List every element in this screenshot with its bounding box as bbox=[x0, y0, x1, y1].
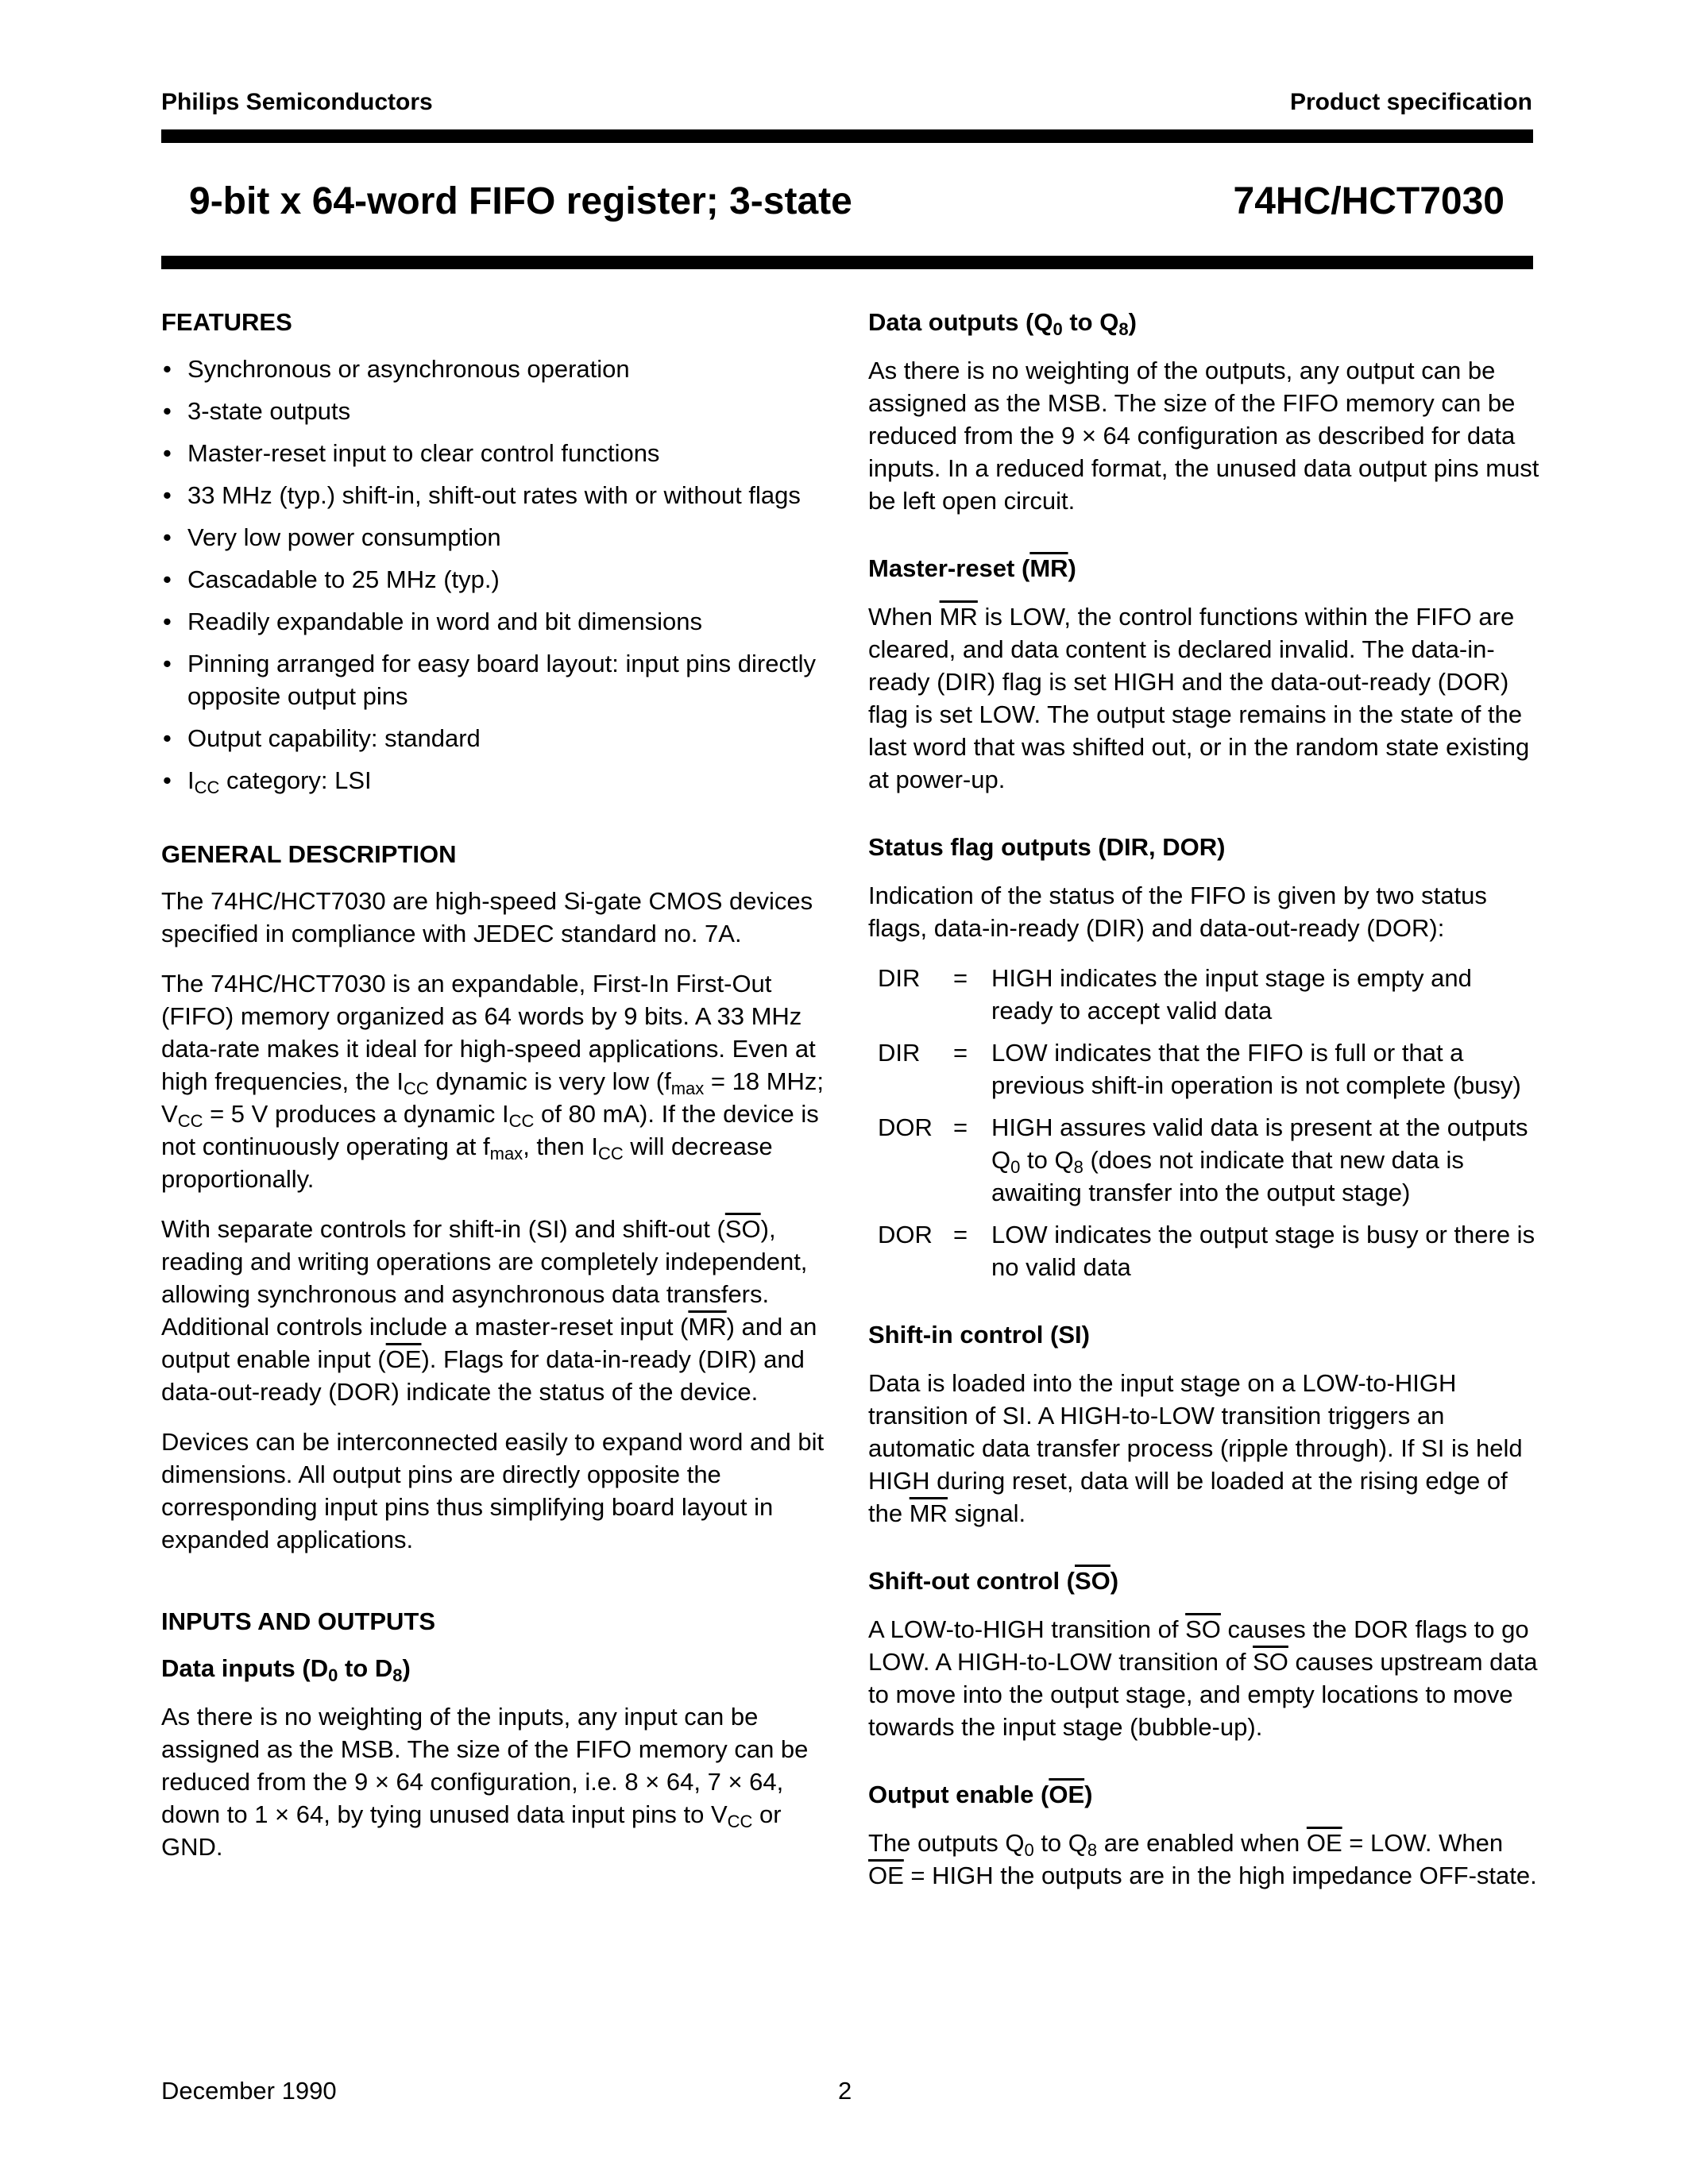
status-flags-heading: Status flag outputs (DIR, DOR) bbox=[868, 833, 1226, 861]
feature-item: • Output capability: standard bbox=[163, 724, 481, 752]
features-heading: FEATURES bbox=[161, 308, 292, 336]
general-paragraph-3: With separate controls for shift-in (SI) and shift-out $(\overline{SO})$, reading and writing operations are completely independent, allowing synchronous and asynchronous data transfers. Additional controls include a master-reset input $(\overline{MR})$ and an output enable input $(\overline{OE})$. Flags for data-in-ready (DIR) and data-out-ready (DOR) indicate the status of the device. bbox=[161, 1215, 817, 1406]
output-enable-heading: Output enable $(\overline{OE})$ bbox=[868, 1781, 1093, 1808]
general-description-heading: GENERAL DESCRIPTION bbox=[161, 840, 457, 868]
master-reset-heading: Master-reset $(\overline{MR})$ bbox=[868, 554, 1076, 582]
general-paragraph-2: The 74HC/HCT7030 is an expandable, First-In First-Out (FIFO) memory organized as 64 words by 9 bits. A 33 MHz data-rate makes it ideal for high-speed applications. Even at high frequencies, the $I_{CC}$ dynamic is very low ($f_{max} = 18$ MHz; $V_{CC} = 5$ V produces a dynamic $I_{CC}$ of 80 mA). If the device is not continuously operating at $f_{max}$, then $I_{CC}$ will decrease proportionally. bbox=[161, 970, 825, 1193]
feature-item: • Synchronous or asynchronous operation bbox=[163, 355, 630, 383]
general-paragraph-1: The 74HC/HCT7030 are high-speed Si-gate CMOS devices specified in compliance with JEDEC standard no. 7A. bbox=[161, 887, 813, 947]
general-paragraph-4: Devices can be interconnected easily to expand word and bit dimensions. All output pins are directly opposite the corresponding input pins thus simplifying board layout in expanded applications. bbox=[161, 1428, 825, 1553]
shift-out-text: A LOW-to-HIGH transition of $\overline{SO}$ causes the DOR flags to go LOW. A HIGH-to-LOW transition of $\overline{SO}$ causes upstream data to move into the output stage, and empty locations to move towards the input stage (bubble-up). bbox=[868, 1615, 1538, 1741]
feature-item: • $I_{CC}$ category: LSI bbox=[163, 766, 372, 797]
output-enable-text: The outputs $Q_0$ to $Q_8$ are enabled when $\overline{OE}$ = LOW. When $\overline{OE}$ = HIGH the outputs are in the high impedance OFF-state. bbox=[868, 1829, 1537, 1889]
feature-item: • 3-state outputs bbox=[163, 397, 351, 425]
status-flag-row: DIR = HIGH indicates the input stage is empty and ready to accept valid data bbox=[878, 964, 1472, 1024]
status-flag-row: DOR = HIGH assures valid data is present at the outputs $Q_0$ to $Q_8$ (does not indicate that new data is awaiting transfer into the output stage) bbox=[878, 1113, 1528, 1206]
header-doc-type: Product specification bbox=[1289, 89, 1532, 115]
features-list bbox=[161, 353, 836, 797]
feature-item: • Pinning arranged for easy board layout: input pins directly opposite output pins bbox=[163, 650, 816, 710]
status-flags-text: Indication of the status of the FIFO is given by two status flags, data-in-ready (DIR) and data-out-ready (DOR): bbox=[868, 882, 1487, 942]
status-flags-table bbox=[868, 962, 1539, 1283]
master-reset-text: When $\overline{MR}$ is LOW, the control functions within the FIFO are cleared, and data content is declared invalid. The data-in-ready (DIR) flag is set HIGH and the data-out-ready (DOR) flag is set LOW. The output stage remains in the state of the last word that was shifted out, or in the random state existing at power-up. bbox=[868, 603, 1530, 793]
feature-item: • Cascadable to 25 MHz (typ.) bbox=[163, 565, 500, 593]
shift-out-heading: Shift-out control $(\overline{SO})$ bbox=[868, 1567, 1119, 1595]
title-rule bbox=[161, 256, 1533, 269]
data-outputs-text: As there is no weighting of the outputs, any output can be assigned as the MSB. The size of the FIFO memory can be reduced from the 9 × 64 configuration as described for data inputs. In a reduced format, the unused data output pins must be left open circuit. bbox=[868, 357, 1539, 515]
inputs-outputs-heading: INPUTS AND OUTPUTS bbox=[161, 1607, 436, 1635]
left-column bbox=[161, 306, 836, 1881]
footer-date: December 1990 bbox=[161, 2077, 337, 2105]
feature-item: • Readily expandable in word and bit dimensions bbox=[163, 608, 702, 635]
status-flag-row: DIR = LOW indicates that the FIFO is full or that a previous shift-in operation is not complete (busy) bbox=[878, 1039, 1521, 1099]
status-flag-row: DOR = LOW indicates the output stage is busy or there is no valid data bbox=[878, 1221, 1535, 1281]
data-outputs-heading: Data outputs ($Q_0$ to $Q_8$) bbox=[868, 308, 1137, 339]
shift-in-text: Data is loaded into the input stage on a LOW-to-HIGH transition of SI. A HIGH-to-LOW transition triggers an automatic data transfer process (ripple through). If SI is held HIGH during reset, data will be loaded at the rising edge of the $\overline{MR}$ signal. bbox=[868, 1369, 1523, 1527]
right-column bbox=[868, 306, 1539, 1909]
feature-item: • Very low power consumption bbox=[163, 523, 501, 551]
page-title: 9-bit x 64-word FIFO register; 3-state bbox=[189, 180, 852, 222]
data-inputs-heading: Data inputs ($D_0$ to $D_8$) bbox=[161, 1654, 411, 1685]
feature-item: • Master-reset input to clear control functions bbox=[163, 439, 660, 467]
data-inputs-text: As there is no weighting of the inputs, any input can be assigned as the MSB. The size of the FIFO memory can be reduced from the 9 × 64 configuration, i.e. 8 × 64, 7 × 64, down to 1 × 64, by tying unused data input pins to $V_{CC}$ or GND. bbox=[161, 1703, 809, 1861]
feature-item: • 33 MHz (typ.) shift-in, shift-out rates with or without flags bbox=[163, 481, 801, 509]
shift-in-heading: Shift-in control (SI) bbox=[868, 1321, 1090, 1349]
header-rule bbox=[161, 129, 1533, 143]
page-number: 2 bbox=[838, 2077, 852, 2105]
part-number: 74HC/HCT7030 bbox=[1233, 180, 1505, 222]
header-company: Philips Semiconductors bbox=[161, 89, 433, 115]
